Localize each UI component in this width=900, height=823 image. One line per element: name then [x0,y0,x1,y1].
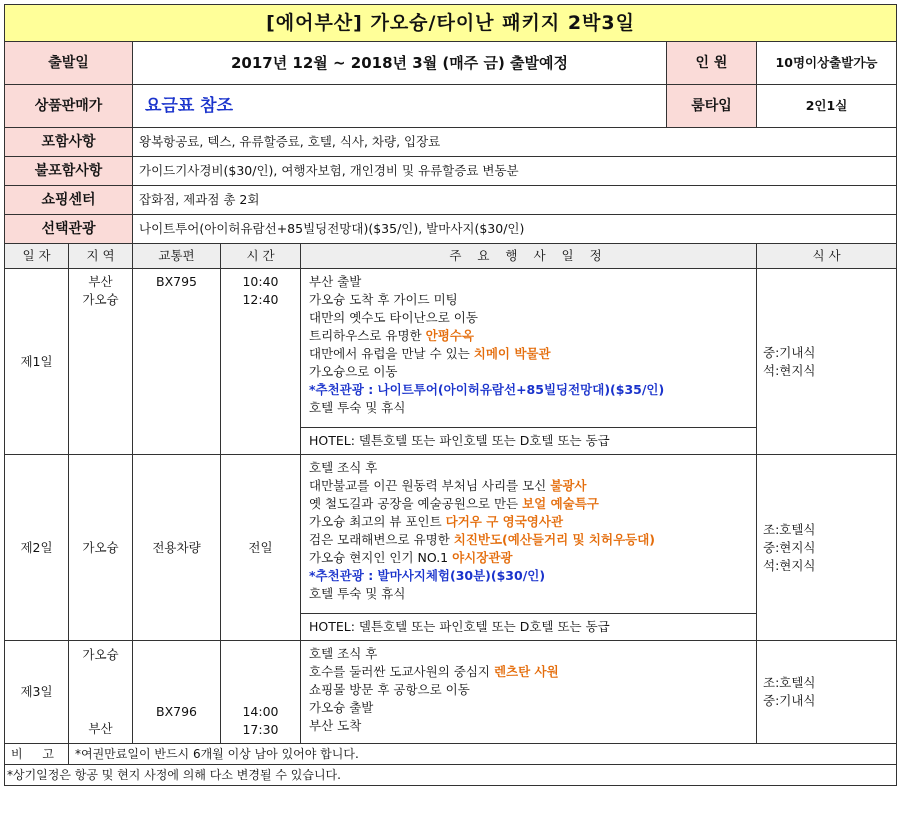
optional-label: 선택관광 [5,215,133,244]
day3-row [5,641,897,744]
day3-meal-lunch: 중:기내식 [763,693,816,708]
day3-region-to: 부산 [88,721,113,736]
day2-line: 호텔 조식 후 [309,460,378,475]
day2-hotel: HOTEL: 델튼호텔 또는 파인호텔 또는 D호텔 또는 동급 [301,614,757,641]
day2-row [5,455,897,614]
day1-line: 호텔 투숙 및 휴식 [309,400,406,415]
optional-value: 나이트투어(아이허유람선+85빌딩전망대)($35/인), 발마사지($30/인) [133,215,897,244]
exclude-label: 불포함사항 [5,157,133,186]
day1-hotel: HOTEL: 델튼호텔 또는 파인호텔 또는 D호텔 또는 동급 [301,428,757,455]
day2-meal-lunch: 중:현지식 [763,539,816,555]
day1-line: 가오슝 도착 후 가이드 미팅 [309,292,458,307]
day1-meals [757,269,897,455]
page-title: [에어부산] 가오슝/타이난 패키지 2박3일 [5,5,897,42]
price-value: 요금표 참조 [133,85,667,128]
day3-line: 가오슝 출발 [309,700,374,715]
day2-line: 가오슝 최고의 뷰 포인트 다거우 구 영국영사관 [309,514,564,529]
price-label: 상품판매가 [5,85,133,128]
day2-schedule [301,455,757,614]
exclude-value: 가이드기사경비($30/인), 여행자보험, 개인경비 및 유류할증료 변동분 [133,157,897,186]
day1-transport: BX795 [133,269,221,455]
header-schedule: 주 요 행 사 일 정 [301,244,757,269]
footnote: *상기일정은 항공 및 현지 사정에 의해 다소 변경될 수 있습니다. [5,765,897,786]
day2-line: 옛 철도길과 공장을 예술공원으로 만든 보얼 예술특구 [309,496,599,511]
day1-recommended-tour: *추천관광 : 나이트투어(아이허유람선+85빌딩전망대)($35/인) [309,382,665,397]
day2-line: 가오슝 현지인 인기 NO.1 야시장관광 [309,550,513,565]
header-time: 시 간 [221,244,301,269]
remarks-label: 비 고 [5,744,69,765]
highlight-place: 렌츠탄 사원 [493,664,559,679]
header-meal: 식 사 [757,244,897,269]
day3-region-from: 가오슝 [82,647,119,662]
day1-row [5,269,897,428]
day1-meal-dinner: 석:현지식 [763,362,816,378]
day2-meal-breakfast: 조:호텔식 [763,521,816,537]
room-label: 룸타입 [667,85,757,128]
header-transport: 교통편 [133,244,221,269]
highlight-place: 불광사 [550,478,587,493]
itinerary-sheet [4,4,896,786]
highlight-place: 보얼 예술특구 [522,496,599,511]
departure-label: 출발일 [5,42,133,85]
day3-time-arrive: 17:30 [242,722,279,737]
day1-line: 트리하우스로 유명한 안평수옥 [309,328,474,343]
day2-time: 전일 [221,455,301,641]
day3-time-depart: 14:00 [242,704,279,719]
shopping-value: 잡화점, 제과점 총 2회 [133,186,897,215]
day1-meal-lunch: 중:기내식 [763,344,816,360]
highlight-place: 다거우 구 영국영사관 [445,514,564,529]
day1-time-arrive: 12:40 [242,292,279,307]
room-value: 2인1실 [757,85,897,128]
day1-region [69,269,133,455]
day2-line: 호텔 투숙 및 휴식 [309,586,406,601]
day3-transport: BX796 [133,641,221,744]
highlight-place: 안평수옥 [425,328,474,343]
day1-line: 대만의 옛수도 타이난으로 이동 [309,310,478,325]
day3-line: 쇼핑몰 방문 후 공항으로 이동 [309,682,470,697]
day2-meal-dinner: 석:현지식 [763,557,816,573]
day1-schedule [301,269,757,428]
day3-meal-breakfast: 조:호텔식 [763,675,816,690]
day1-line: 가오슝으로 이동 [309,364,398,379]
day1-time-depart: 10:40 [242,274,279,289]
header-region: 지 역 [69,244,133,269]
day3-line: 부산 도착 [309,718,362,733]
header-day: 일 자 [5,244,69,269]
package-table [4,4,897,786]
day3-region [69,641,133,744]
day2-transport: 전용차량 [133,455,221,641]
day1-line: 대만에서 유럽을 만날 수 있는 치메이 박물관 [309,346,551,361]
day3-time [221,641,301,744]
people-label: 인 원 [667,42,757,85]
day3-schedule [301,641,757,744]
day2-recommended-tour: *추천관광 : 발마사지체험(30분)($30/인) [309,568,546,583]
day2-label: 제2일 [5,455,69,641]
day1-region-to: 가오슝 [82,292,119,307]
day1-region-from: 부산 [88,274,113,289]
day2-line: 대만불교를 이끈 원동력 부처님 사리를 모신 불광사 [309,478,587,493]
day1-line: 부산 출발 [309,274,362,289]
include-label: 포함사항 [5,128,133,157]
people-value: 10명이상출발가능 [757,42,897,85]
highlight-place: 야시장관광 [452,550,513,565]
day3-line: 호텔 조식 후 [309,646,378,661]
shopping-label: 쇼핑센터 [5,186,133,215]
day1-label: 제1일 [5,269,69,455]
departure-value: 2017년 12월 ~ 2018년 3월 (매주 금) 출발예정 [133,42,667,85]
remarks-value: *여권만료일이 반드시 6개월 이상 남아 있어야 합니다. [69,744,897,765]
schedule-header [5,244,897,269]
day1-time [221,269,301,455]
day2-line: 검은 모래해변으로 유명한 치진반도(예산들거리 및 치허우등대) [309,532,656,547]
include-value: 왕복항공료, 텍스, 유류할증료, 호텔, 식사, 차량, 입장료 [133,128,897,157]
day3-meals [757,641,897,744]
highlight-place: 치진반도(예산들거리 및 치허우등대) [453,532,656,547]
day3-label: 제3일 [5,641,69,744]
day3-line: 호수를 둘러싼 도교사원의 중심지 렌츠탄 사원 [309,664,559,679]
highlight-place: 치메이 박물관 [473,346,551,361]
day2-region: 가오슝 [69,455,133,641]
day2-meals [757,455,897,641]
